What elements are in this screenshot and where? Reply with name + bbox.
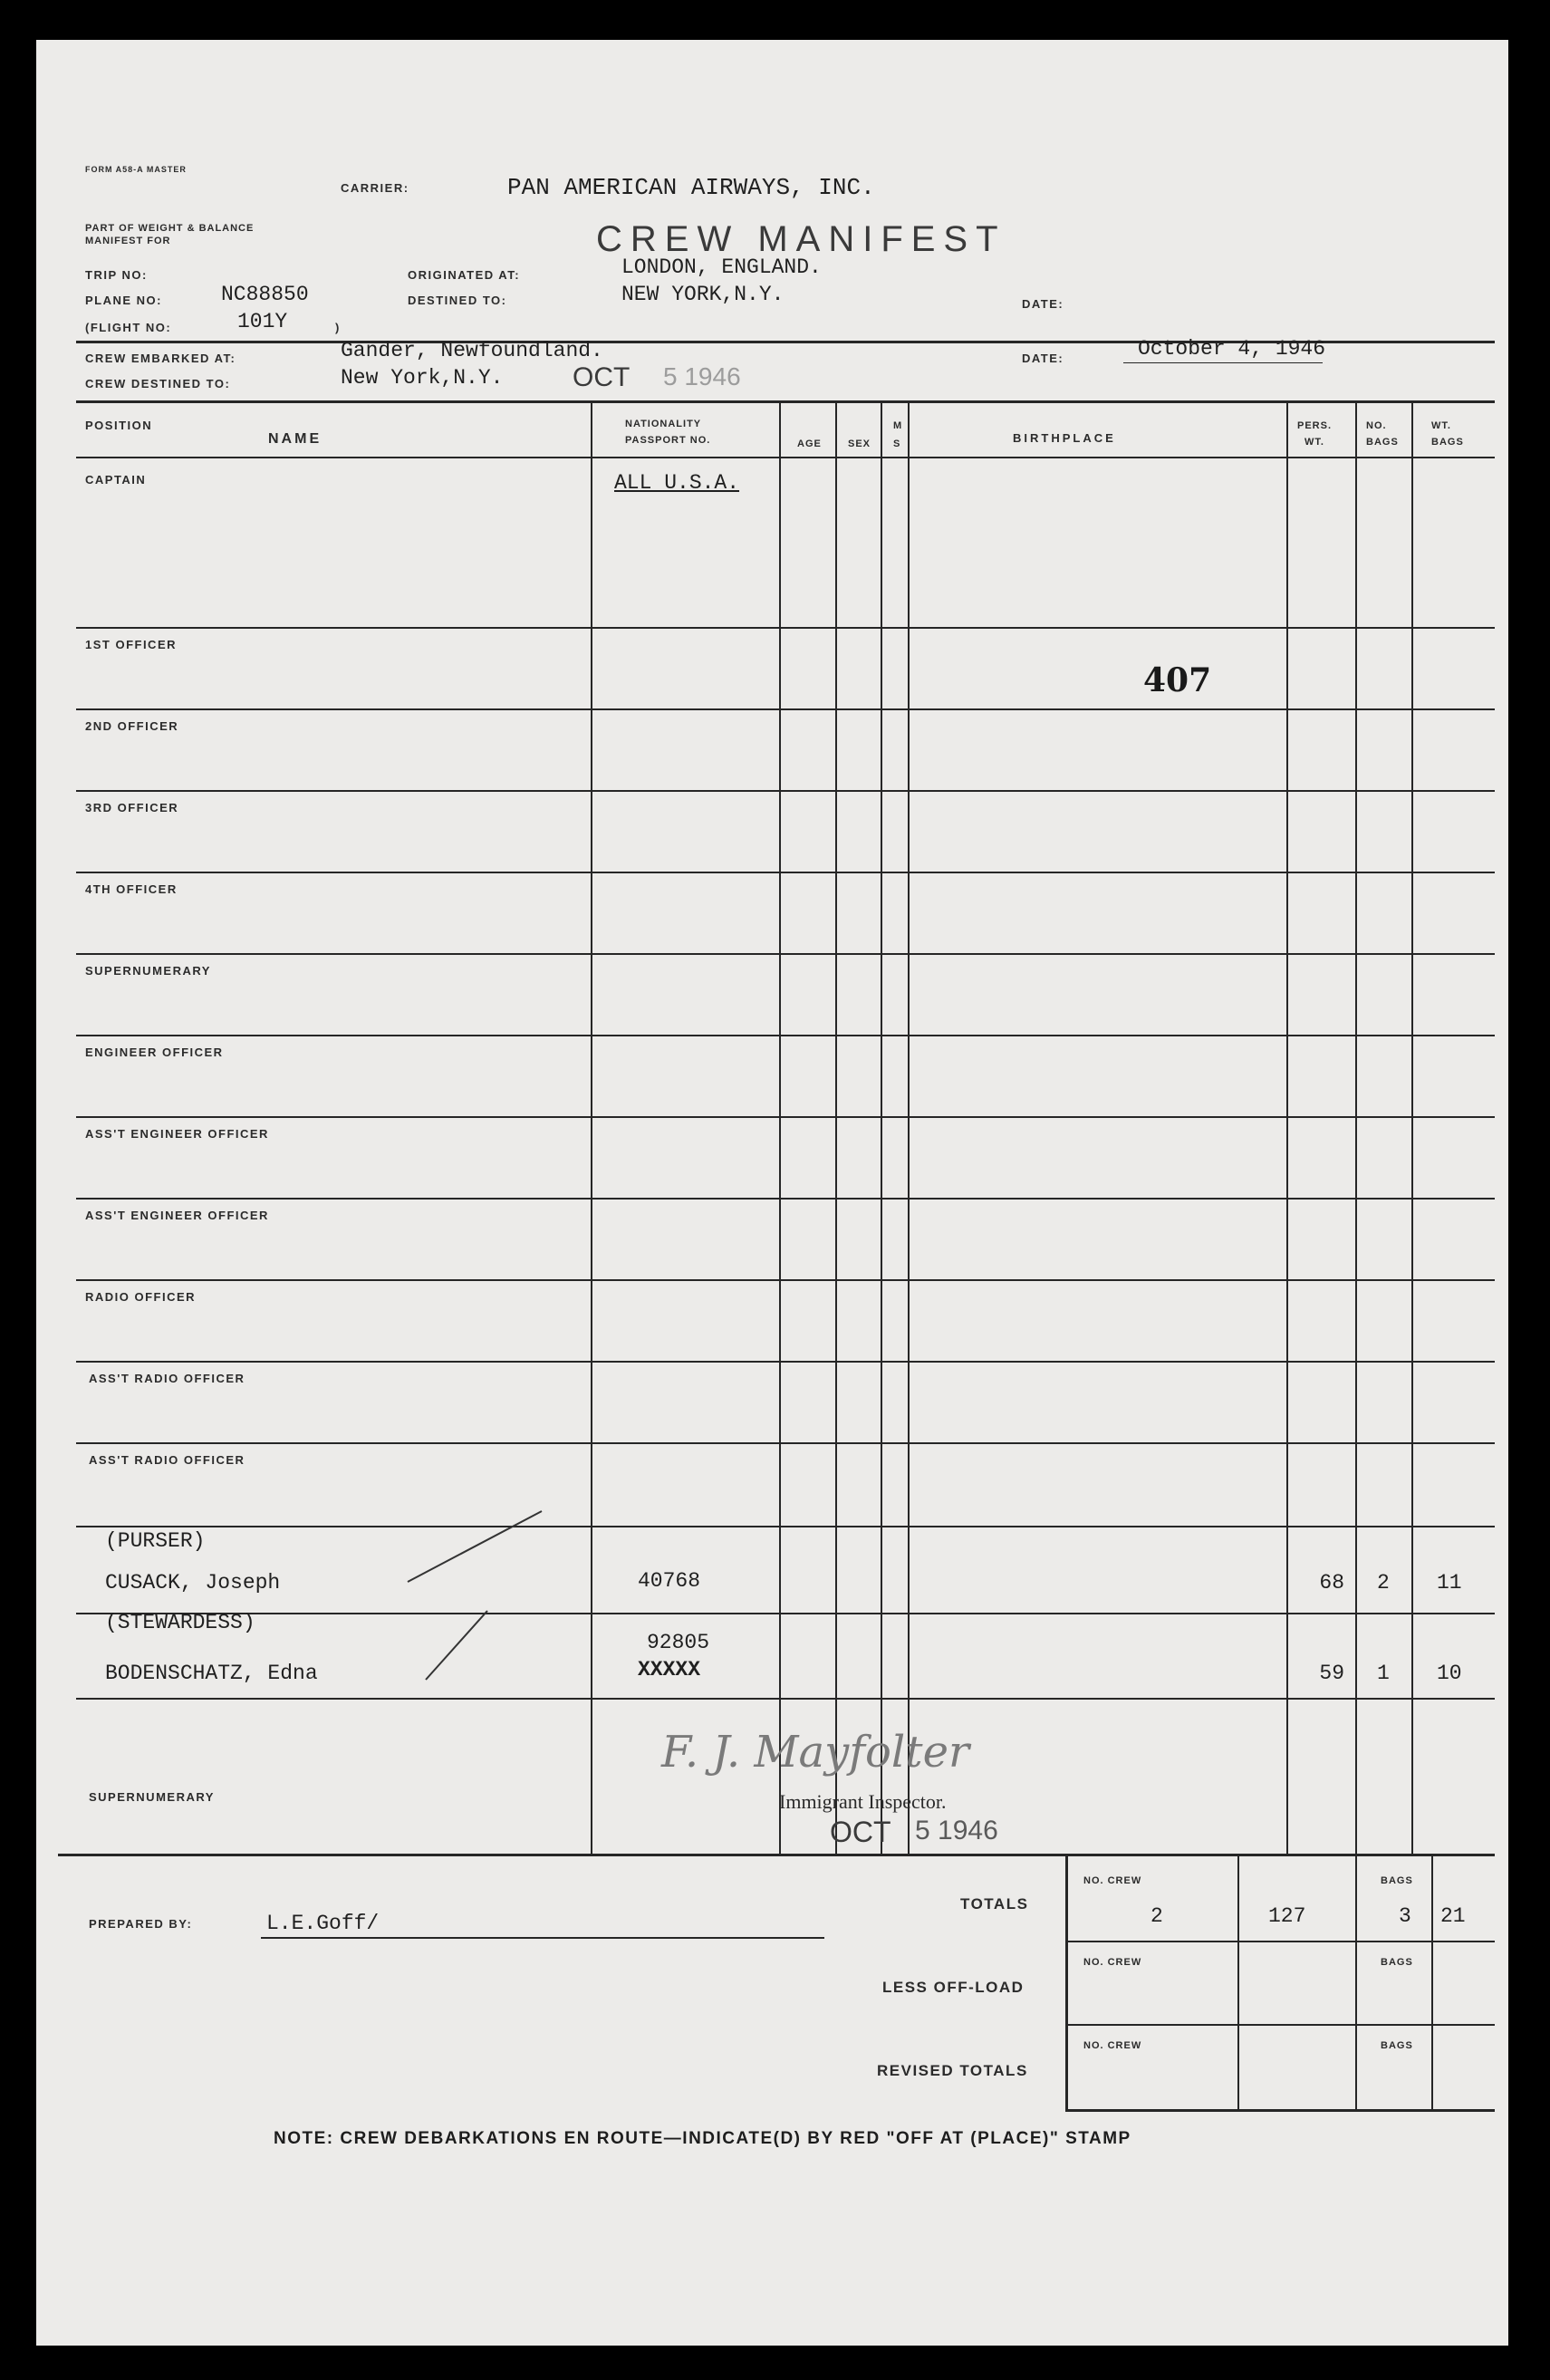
row-label-asst-engineer-1: ASS'T ENGINEER OFFICER: [85, 1127, 269, 1141]
totals-row-rule: [1065, 2024, 1495, 2026]
col-ms-header-1: M: [893, 420, 903, 431]
row-label-3rd-officer: 3RD OFFICER: [85, 801, 179, 814]
plane-no-label: PLANE NO:: [85, 294, 162, 307]
row-label-4th-officer: 4TH OFFICER: [85, 882, 178, 896]
total-bags-value: 3: [1399, 1904, 1411, 1928]
flight-no-close: ): [335, 321, 341, 334]
inspector-label: Immigrant Inspector.: [779, 1790, 947, 1813]
check-mark-icon: [380, 1506, 580, 1705]
row-rule: [76, 1116, 1495, 1118]
totals-box-divider: [1355, 1855, 1357, 2111]
row-label-1st-officer: 1ST OFFICER: [85, 638, 178, 651]
col-sex-header: SEX: [848, 438, 871, 449]
table-header-rule: [76, 457, 1495, 458]
row-label-engineer-officer: ENGINEER OFFICER: [85, 1045, 224, 1059]
total-weight-value: 127: [1268, 1904, 1306, 1928]
manifest-title: CREW MANIFEST: [596, 219, 1006, 259]
row-rule: [76, 627, 1495, 629]
row-rule: [76, 1698, 1495, 1700]
col-line-nationality: [779, 402, 781, 1855]
stewardess-passport-struck: XXXXX: [638, 1658, 701, 1681]
total-bag-weight-value: 21: [1440, 1904, 1466, 1928]
date-value: October 4, 1946: [1138, 337, 1326, 361]
row-rule: [76, 872, 1495, 873]
row-label-asst-radio-2: ASS'T RADIO OFFICER: [89, 1453, 245, 1467]
purser-bags: 2: [1377, 1571, 1390, 1595]
prepared-by-underline: [261, 1937, 824, 1939]
bags-label: BAGS: [1381, 1875, 1413, 1886]
row-label-2nd-officer: 2ND OFFICER: [85, 719, 179, 733]
purser-bag-weight: 11: [1437, 1571, 1462, 1595]
handwritten-number: 407: [1143, 661, 1212, 699]
trip-no-label: TRIP NO:: [85, 268, 148, 282]
originated-at-value: LONDON, ENGLAND.: [621, 255, 822, 279]
col-line-pers-wt: [1355, 402, 1357, 1855]
row-rule: [76, 1361, 1495, 1363]
table-top-rule: [76, 400, 1495, 403]
originated-at-label: ORIGINATED AT:: [408, 268, 521, 282]
crew-embarked-value: Gander, Newfoundland.: [341, 339, 603, 362]
received-stamp-date: 5 1946: [663, 362, 741, 390]
flight-no-value: 101Y: [237, 310, 288, 333]
col-nationality-header-1: NATIONALITY: [625, 419, 702, 429]
revised-bags-label: BAGS: [1381, 2040, 1413, 2051]
date-label-2: DATE:: [1022, 352, 1064, 365]
nationality-all: ALL U.S.A.: [614, 471, 740, 495]
row-rule: [76, 1279, 1495, 1281]
date-label-1: DATE:: [1022, 297, 1064, 311]
received-stamp-month: OCT: [573, 362, 631, 392]
inspector-signature: F. J. Mayfolter: [661, 1727, 969, 1778]
purser-name: CUSACK, Joseph: [105, 1571, 281, 1595]
col-line-sex: [881, 402, 882, 1855]
row-rule: [76, 790, 1495, 792]
inspector-stamp-date: 5 1946: [915, 1816, 998, 1845]
prepared-by-label: PREPARED BY:: [89, 1917, 193, 1931]
destined-to-value: NEW YORK,N.Y.: [621, 283, 785, 306]
crew-destined-label: CREW DESTINED TO:: [85, 377, 231, 390]
stewardess-passport: 92805: [647, 1631, 710, 1654]
col-line-no-bags: [1411, 402, 1413, 1855]
totals-box-divider: [1237, 1855, 1239, 2111]
crew-embarked-label: CREW EMBARKED AT:: [85, 352, 236, 365]
carrier-label: CARRIER:: [341, 181, 409, 195]
totals-label: TOTALS: [960, 1895, 1029, 1913]
totals-box-left: [1065, 1855, 1068, 2111]
stewardess-weight: 59: [1319, 1662, 1344, 1685]
col-wt-bags-header-1: WT.: [1431, 420, 1451, 431]
col-nationality-header-2: PASSPORT NO.: [625, 435, 711, 446]
date-underline: [1123, 362, 1323, 363]
row-rule: [76, 953, 1495, 955]
offload-no-crew-label: NO. CREW: [1083, 1957, 1142, 1968]
crew-destined-value: New York,N.Y.: [341, 366, 504, 390]
carrier-value: PAN AMERICAN AIRWAYS, INC.: [507, 174, 875, 201]
col-age-header: AGE: [797, 438, 822, 449]
stewardess-bag-weight: 10: [1437, 1662, 1462, 1685]
purser-title: (PURSER): [105, 1529, 206, 1553]
col-no-bags-header-1: NO.: [1366, 420, 1387, 431]
total-crew-value: 2: [1150, 1904, 1163, 1928]
row-rule: [76, 1035, 1495, 1036]
manifest-page: [36, 40, 1508, 2346]
destined-to-label: DESTINED TO:: [408, 294, 507, 307]
stewardess-name: BODENSCHATZ, Edna: [105, 1662, 318, 1685]
part-of-label: PART OF WEIGHT & BALANCE: [85, 223, 255, 234]
purser-passport: 40768: [638, 1569, 701, 1593]
flight-no-label: (FLIGHT NO:: [85, 321, 172, 334]
row-label-radio-officer: RADIO OFFICER: [85, 1290, 197, 1304]
table-bottom-rule: [58, 1854, 1495, 1856]
col-position-header: POSITION: [85, 419, 153, 432]
col-line-ms: [908, 402, 910, 1855]
totals-bottom-rule: [1065, 2109, 1495, 2112]
prepared-by-value: L.E.Goff/: [266, 1912, 380, 1935]
col-line-name: [591, 402, 592, 1855]
col-ms-header-2: S: [893, 438, 901, 449]
manifest-for-label: MANIFEST FOR: [85, 236, 171, 246]
form-number: FORM A58-A MASTER: [85, 165, 187, 174]
row-rule: [76, 708, 1495, 710]
row-label-asst-radio-1: ASS'T RADIO OFFICER: [89, 1372, 245, 1385]
totals-box-divider: [1431, 1855, 1433, 2111]
less-offload-label: LESS OFF-LOAD: [882, 1979, 1025, 1996]
offload-bags-label: BAGS: [1381, 1957, 1413, 1968]
row-label-asst-engineer-2: ASS'T ENGINEER OFFICER: [85, 1209, 269, 1222]
row-rule: [76, 1198, 1495, 1200]
purser-weight: 68: [1319, 1571, 1344, 1595]
revised-no-crew-label: NO. CREW: [1083, 2040, 1142, 2051]
row-rule: [76, 1442, 1495, 1444]
revised-totals-label: REVISED TOTALS: [877, 2062, 1028, 2079]
col-birthplace-header: BIRTHPLACE: [1013, 431, 1116, 445]
col-line-birthplace: [1286, 402, 1288, 1855]
col-no-bags-header-2: BAGS: [1366, 437, 1399, 448]
row-label-supernumerary: SUPERNUMERARY: [85, 964, 211, 978]
col-name-header: NAME: [268, 431, 323, 447]
col-line-age: [835, 402, 837, 1855]
inspector-stamp-month: OCT: [830, 1816, 891, 1848]
col-pers-wt-header-1: PERS.: [1297, 420, 1333, 431]
footer-note: NOTE: CREW DEBARKATIONS EN ROUTE—INDICATE(D) BY RED "OFF AT (PLACE)" STAMP: [274, 2129, 1131, 2148]
row-label-supernumerary-2: SUPERNUMERARY: [89, 1790, 215, 1804]
row-rule: [76, 1526, 1495, 1527]
row-label-captain: CAPTAIN: [85, 473, 147, 487]
plane-no-value: NC88850: [221, 283, 309, 306]
col-pers-wt-header-2: WT.: [1305, 437, 1324, 448]
row-rule: [76, 1613, 1495, 1614]
stewardess-title: (STEWARDESS): [105, 1611, 255, 1634]
col-wt-bags-header-2: BAGS: [1431, 437, 1464, 448]
totals-row-rule: [1065, 1941, 1495, 1942]
stewardess-bags: 1: [1377, 1662, 1390, 1685]
no-crew-label: NO. CREW: [1083, 1875, 1142, 1886]
